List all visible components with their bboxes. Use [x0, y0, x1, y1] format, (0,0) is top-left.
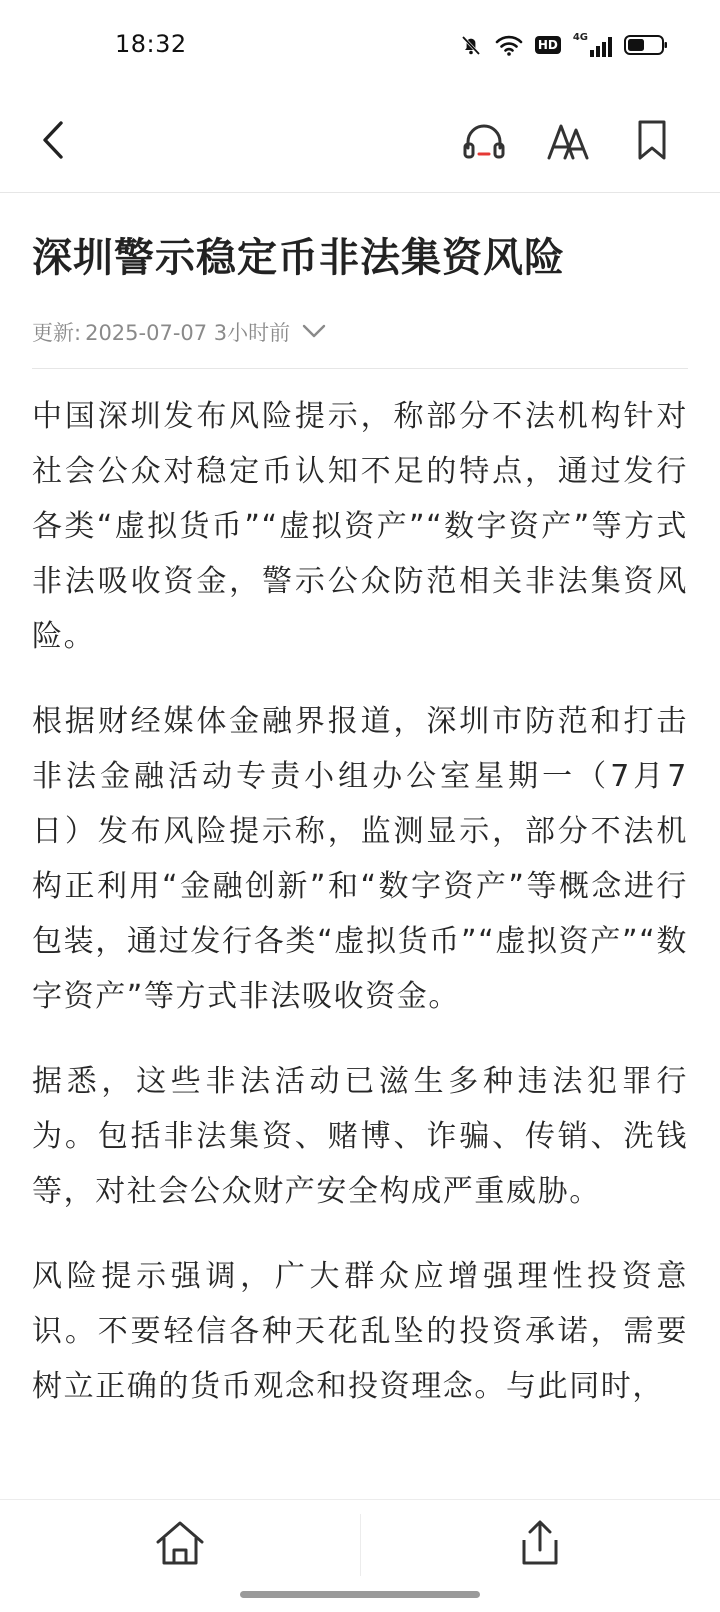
status-time: 18:32	[115, 30, 187, 58]
battery-icon	[624, 34, 668, 56]
network-type: 4G	[572, 32, 588, 43]
article-paragraph: 据悉，这些非法活动已滋生多种违法犯罪行为。包括非法集资、赌博、诈骗、传销、洗钱等，对社会公众财产安全构成严重威胁。	[32, 1064, 688, 1209]
cellular-signal-icon	[573, 33, 612, 57]
chevron-down-icon	[302, 320, 326, 344]
share-button[interactable]	[360, 1500, 720, 1590]
article-body	[32, 389, 688, 1414]
bookmark-button[interactable]	[624, 114, 680, 170]
article	[32, 192, 688, 1444]
article-paragraph: 根据财经媒体金融界报道，深圳市防范和打击非法金融活动专责小组办公室星期一（7月7日）发布风险提示称，监测显示，部分不法机构正利用“金融创新”和“数字资产”等概念进行包装，通过发行各类“虚拟货币”“虚拟资产”“数字资产”等方式非法吸收资金。	[32, 704, 688, 1014]
hd-icon: HD	[535, 36, 561, 54]
bookmark-icon	[636, 119, 668, 165]
article-title: 深圳警示稳定币非法集资风险	[32, 235, 565, 281]
status-icons	[459, 30, 668, 60]
home-button[interactable]	[0, 1500, 360, 1590]
back-button[interactable]	[26, 114, 82, 170]
chevron-left-icon	[39, 120, 69, 164]
bottom-toolbar	[0, 1499, 720, 1612]
top-nav-bar	[0, 92, 720, 193]
bell-muted-icon	[459, 33, 483, 57]
update-label: 更新:	[32, 321, 82, 345]
article-meta[interactable]	[32, 314, 688, 350]
home-indicator[interactable]	[240, 1591, 480, 1598]
listen-button[interactable]	[456, 114, 512, 170]
update-time: 2025-07-07 3小时前	[85, 321, 291, 345]
wifi-icon	[495, 34, 523, 56]
font-size-button[interactable]	[540, 114, 596, 170]
article-paragraph: 风险提示强调，广大群众应增强理性投资意识。不要轻信各种天花乱坠的投资承诺，需要树立正确的货币观念和投资理念。与此同时，	[32, 1259, 688, 1404]
status-bar	[0, 0, 720, 92]
share-icon	[520, 1520, 560, 1570]
meta-divider	[32, 368, 688, 369]
font-size-icon	[546, 120, 590, 164]
article-paragraph: 中国深圳发布风险提示，称部分不法机构针对社会公众对稳定币认知不足的特点，通过发行各类“虚拟货币”“虚拟资产”“数字资产”等方式非法吸收资金，警示公众防范相关非法集资风险。	[32, 399, 688, 654]
headphones-icon	[462, 120, 506, 164]
home-icon	[155, 1520, 205, 1570]
